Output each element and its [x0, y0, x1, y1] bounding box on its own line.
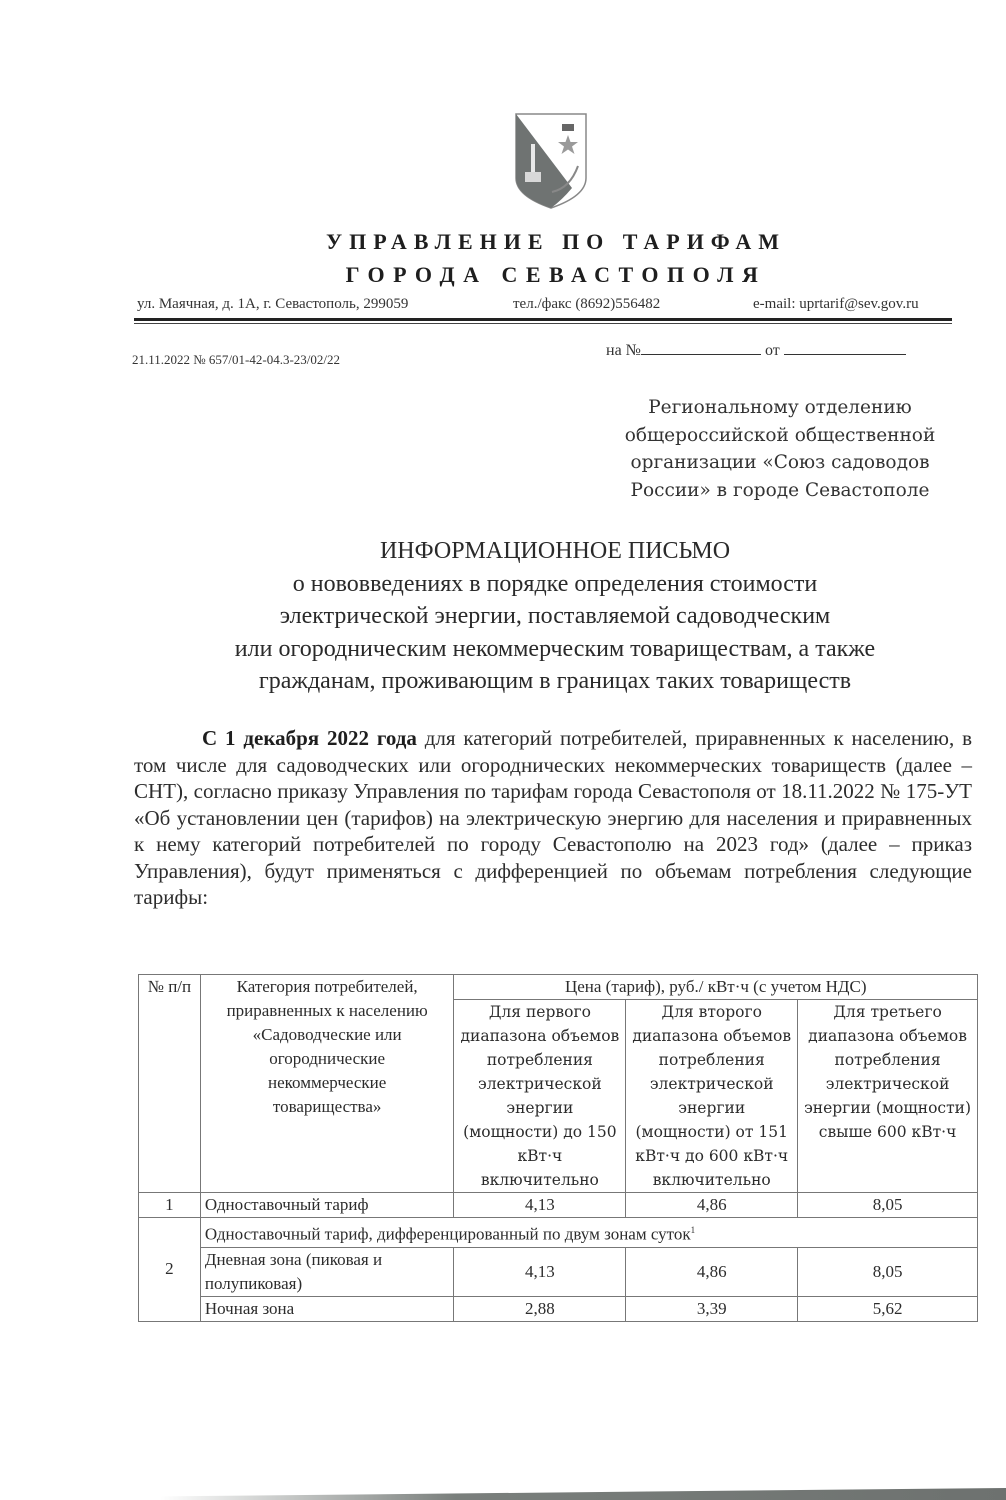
header-divider: [134, 318, 952, 321]
row-category: Одноставочный тариф: [200, 1193, 454, 1218]
header-number: № п/п: [139, 975, 201, 1193]
reply-date-label: от: [764, 342, 780, 359]
letter-subtitle-line: или огородническим некоммерческим товариществам, а также: [234, 635, 876, 662]
table-row: [139, 1247, 978, 1296]
row-value: 4,86: [626, 1193, 798, 1218]
row-category: Дневная зона (пиковая и полупиковая): [200, 1247, 454, 1296]
row-value: 4,86: [626, 1247, 798, 1296]
letter-heading: [130, 535, 980, 698]
sevastopol-coat-of-arms-icon: [512, 108, 590, 212]
row-number: 2: [139, 1218, 201, 1322]
table-row: [139, 1218, 978, 1248]
header-category: Категория потребителей, приравненных к населению «Садоводческие или огороднические некоммерческие товарищества»: [200, 975, 454, 1193]
row-value: 4,13: [454, 1247, 626, 1296]
letter-title: ИНФОРМАЦИОННОЕ ПИСЬМО: [379, 538, 731, 564]
body-paragraph: [134, 725, 972, 911]
reply-number-blank: [641, 342, 761, 355]
table-header-row: [139, 975, 978, 1000]
row-number: 1: [139, 1193, 201, 1218]
header-divider-thin: [134, 323, 952, 324]
effective-date: С 1 декабря 2022 года: [202, 726, 417, 750]
reply-reference: [606, 342, 906, 360]
header-range-2: Для второго диапазона объемов потребления электрической энергии (мощности) от 151 кВт·ч до 600 кВт·ч включительно: [626, 1000, 798, 1193]
scan-edge-shadow: [160, 1488, 1006, 1500]
row-value: 2,88: [454, 1296, 626, 1321]
letter-subtitle-line: электрической энергии, поставляемой садоводческим: [279, 603, 831, 629]
outgoing-reference: 21.11.2022 № 657/01-42-04.3-23/02/22: [132, 352, 340, 367]
row-value: 5,62: [798, 1296, 978, 1321]
row-value: 3,39: [626, 1296, 798, 1321]
body-text: для категорий потребителей, приравненных к населению, в том числе для садоводческих или огороднических некоммерческих товариществ (далее – СНТ), согласно приказу Управления по тарифам города Севастополя от 18.11.2022 № 175-УТ «Об установлении цен (тарифов) на электрическую энергию для населения и приравненных к нему категорий потребителей по городу Севастополю на 2023 год» (далее – приказ Управления), будут применяться с дифференцией по объемам потребления следующие тарифы:: [134, 726, 973, 909]
organization-address: ул. Маячная, д. 1А, г. Севастополь, 299059: [137, 296, 409, 312]
recipient-block: [590, 394, 970, 504]
letter-subtitle-line: о нововведениях в порядке определения стоимости: [292, 570, 818, 597]
header-range-1: Для первого диапазона объемов потребления электрической энергии (мощности) до 150 кВт·ч включительно: [454, 1000, 626, 1193]
row-group-text: Одноставочный тариф, дифференцированный по двум зонам суток: [204, 1224, 691, 1244]
reply-number-label: на №: [606, 342, 641, 359]
organization-name-line2: ГОРОДА СЕВАСТОПОЛЯ: [345, 262, 767, 287]
organization-phone: тел./факс (8692)556482: [513, 296, 661, 312]
recipient-line: России» в городе Севастополе: [630, 479, 930, 501]
row-value: 4,13: [454, 1193, 626, 1218]
row-value: 8,05: [798, 1193, 978, 1218]
letter-subtitle-line: гражданам, проживающим в границах таких товариществ: [258, 668, 852, 694]
recipient-line: организации «Союз садоводов: [630, 452, 930, 473]
header-price-group: Цена (тариф), руб./ кВт·ч (с учетом НДС): [454, 975, 978, 1000]
reply-date-blank: [784, 342, 906, 355]
recipient-line: общероссийской общественной: [624, 424, 936, 446]
organization-email: e-mail: uprtarif@sev.gov.ru: [753, 296, 919, 312]
table-row: [139, 1193, 978, 1218]
tariff-table: [138, 974, 978, 1322]
row-category: Ночная зона: [200, 1296, 454, 1321]
organization-name-line1: УПРАВЛЕНИЕ ПО ТАРИФАМ: [326, 229, 786, 254]
footnote-mark: 1: [690, 1225, 696, 1235]
recipient-line: Региональному отделению: [648, 397, 912, 418]
row-value: 8,05: [798, 1247, 978, 1296]
row-group-label: [200, 1218, 977, 1248]
header-range-3: Для третьего диапазона объемов потребления электрической энергии (мощности) свыше 600 кВт·ч: [798, 1000, 978, 1193]
table-row: [139, 1296, 978, 1321]
